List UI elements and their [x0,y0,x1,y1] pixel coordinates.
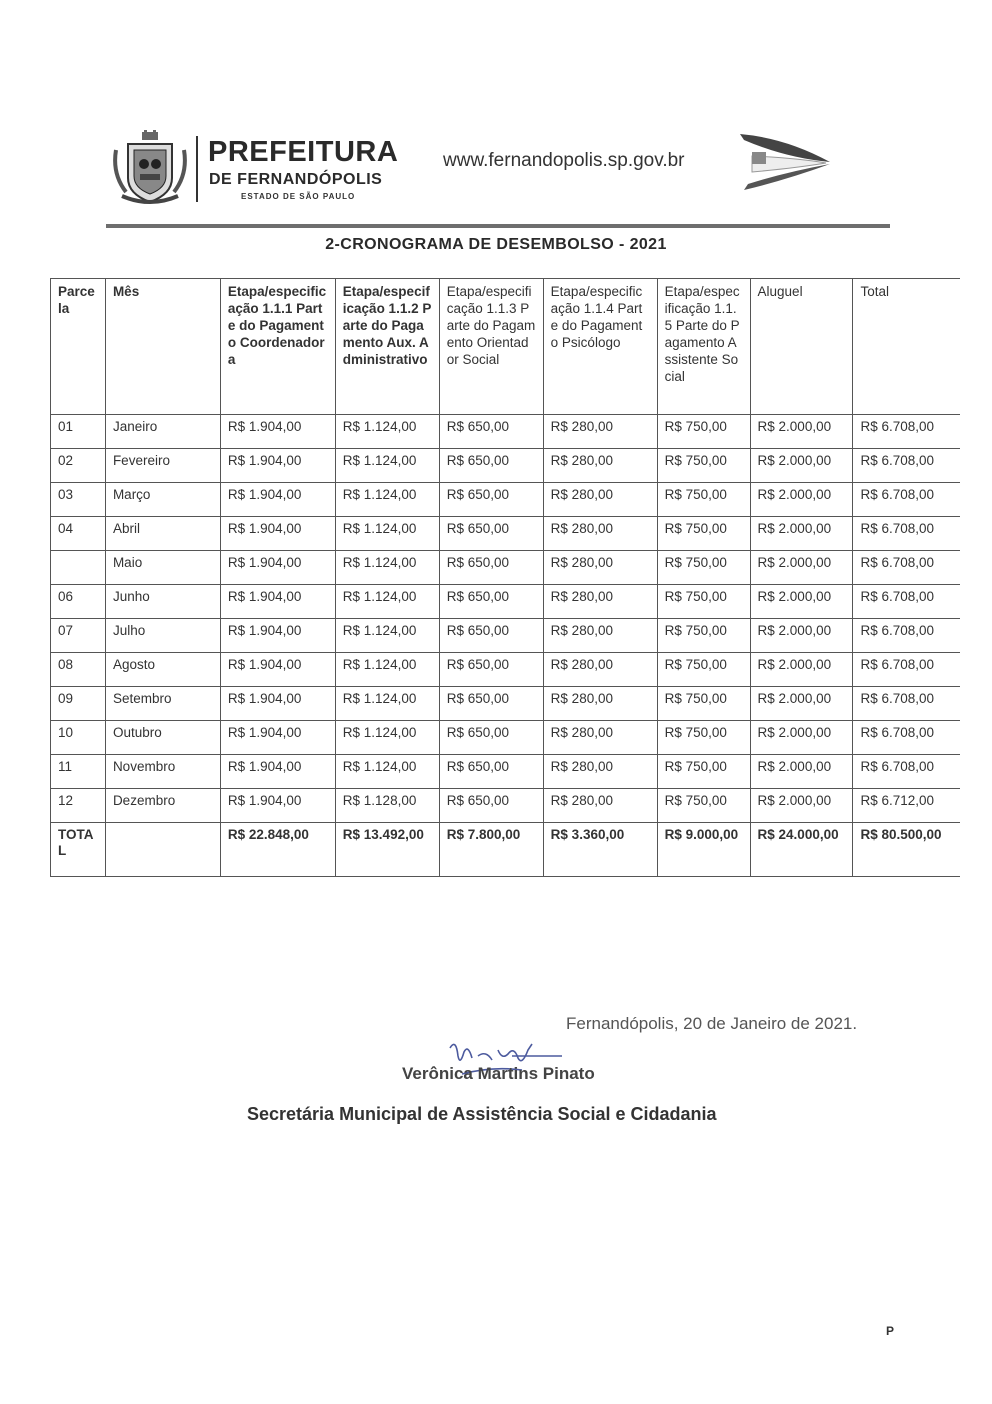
cell-total: R$ 6.708,00 [853,449,960,483]
cell-month: Janeiro [105,415,220,449]
cell-aluguel: R$ 2.000,00 [750,653,853,687]
cell-psicologo: R$ 280,00 [543,653,657,687]
total-aux-administrativo: R$ 13.492,00 [335,823,439,877]
cell-month: Setembro [105,687,220,721]
cell-coordenadora: R$ 1.904,00 [220,619,335,653]
cell-month: Outubro [105,721,220,755]
cell-assistente-social: R$ 750,00 [657,483,750,517]
cell-month: Julho [105,619,220,653]
cell-psicologo: R$ 280,00 [543,585,657,619]
cell-coordenadora: R$ 1.904,00 [220,449,335,483]
header-aluguel: Aluguel [750,279,853,415]
cell-aux-administrativo: R$ 1.124,00 [335,619,439,653]
cell-coordenadora: R$ 1.904,00 [220,585,335,619]
table-row [51,721,961,755]
cell-assistente-social: R$ 750,00 [657,619,750,653]
cell-assistente-social: R$ 750,00 [657,517,750,551]
department-name: Secretária Municipal de Assistência Social e Cidadania [247,1104,717,1124]
cell-aux-administrativo: R$ 1.124,00 [335,449,439,483]
cell-coordenadora: R$ 1.904,00 [220,653,335,687]
cell-assistente-social: R$ 750,00 [657,551,750,585]
cell-parcela: 10 [51,721,106,755]
cell-orientador-social: R$ 650,00 [439,619,543,653]
cell-orientador-social: R$ 650,00 [439,687,543,721]
cell-aluguel: R$ 2.000,00 [750,585,853,619]
cell-orientador-social: R$ 650,00 [439,755,543,789]
table-row [51,415,961,449]
cell-aluguel: R$ 2.000,00 [750,415,853,449]
table-row [51,483,961,517]
cell-aluguel: R$ 2.000,00 [750,517,853,551]
cell-aux-administrativo: R$ 1.124,00 [335,483,439,517]
cell-parcela: 02 [51,449,106,483]
cell-total: R$ 6.708,00 [853,551,960,585]
cell-aux-administrativo: R$ 1.124,00 [335,415,439,449]
divider [196,136,198,202]
cell-coordenadora: R$ 1.904,00 [220,551,335,585]
cell-parcela: 12 [51,789,106,823]
header-psicologo: Etapa/especificação 1.1.4 Parte do Pagamento Psicólogo [543,279,657,415]
total-label: TOTAL [51,823,106,877]
cell-orientador-social: R$ 650,00 [439,721,543,755]
cell-orientador-social: R$ 650,00 [439,449,543,483]
table-row [51,449,961,483]
cell-month: Agosto [105,653,220,687]
table-row [51,755,961,789]
total-psicologo: R$ 3.360,00 [543,823,657,877]
cell-coordenadora: R$ 1.904,00 [220,789,335,823]
cell-parcela: 01 [51,415,106,449]
org-name: PREFEITURA [208,136,399,168]
cell-psicologo: R$ 280,00 [543,551,657,585]
cell-orientador-social: R$ 650,00 [439,585,543,619]
cell-aluguel: R$ 2.000,00 [750,483,853,517]
cell-total: R$ 6.708,00 [853,755,960,789]
cell-assistente-social: R$ 750,00 [657,721,750,755]
cell-assistente-social: R$ 750,00 [657,789,750,823]
cell-orientador-social: R$ 650,00 [439,653,543,687]
cell-orientador-social: R$ 650,00 [439,415,543,449]
website-link[interactable]: www.fernandopolis.sp.gov.br [443,150,685,171]
cell-aluguel: R$ 2.000,00 [750,687,853,721]
cell-month: Novembro [105,755,220,789]
place-and-date: Fernandópolis, 20 de Janeiro de 2021. [566,1014,858,1033]
total-coordenadora: R$ 22.848,00 [220,823,335,877]
cell-psicologo: R$ 280,00 [543,721,657,755]
cell-aluguel: R$ 2.000,00 [750,449,853,483]
cell-total: R$ 6.708,00 [853,687,960,721]
header-assistente-social: Etapa/especificação 1.1.5 Parte do Pagamento Assistente Social [657,279,750,415]
table-row [51,687,961,721]
table-row [51,789,961,823]
table-row [51,619,961,653]
cell-psicologo: R$ 280,00 [543,415,657,449]
header-total: Total [853,279,960,415]
cell-psicologo: R$ 280,00 [543,449,657,483]
cell-total: R$ 6.708,00 [853,585,960,619]
cell-total: R$ 6.708,00 [853,653,960,687]
cell-parcela [51,551,106,585]
cell-month: Março [105,483,220,517]
total-month [105,823,220,877]
cell-coordenadora: R$ 1.904,00 [220,721,335,755]
cell-aluguel: R$ 2.000,00 [750,619,853,653]
document-title: 2-CRONOGRAMA DE DESEMBOLSO - 2021 [325,236,667,253]
table-row [51,517,961,551]
cell-total: R$ 6.708,00 [853,483,960,517]
cell-parcela: 07 [51,619,106,653]
cell-total: R$ 6.708,00 [853,619,960,653]
cell-month: Maio [105,551,220,585]
cell-psicologo: R$ 280,00 [543,619,657,653]
cell-assistente-social: R$ 750,00 [657,687,750,721]
cell-total: R$ 6.708,00 [853,415,960,449]
header-coordenadora: Etapa/especificação 1.1.1 Parte do Pagamento Coordenadora [220,279,335,415]
total-grand-total: R$ 80.500,00 [853,823,960,877]
cell-coordenadora: R$ 1.904,00 [220,755,335,789]
cell-orientador-social: R$ 650,00 [439,551,543,585]
cell-assistente-social: R$ 750,00 [657,653,750,687]
cell-orientador-social: R$ 650,00 [439,789,543,823]
cell-psicologo: R$ 280,00 [543,789,657,823]
disbursement-table [50,278,960,877]
total-assistente-social: R$ 9.000,00 [657,823,750,877]
city-emblem-icon [736,128,832,198]
cell-month: Junho [105,585,220,619]
cell-total: R$ 6.708,00 [853,721,960,755]
cell-aux-administrativo: R$ 1.124,00 [335,517,439,551]
total-orientador-social: R$ 7.800,00 [439,823,543,877]
cell-orientador-social: R$ 650,00 [439,483,543,517]
total-aluguel: R$ 24.000,00 [750,823,853,877]
cell-aux-administrativo: R$ 1.128,00 [335,789,439,823]
header-rule [106,224,890,228]
cell-coordenadora: R$ 1.904,00 [220,687,335,721]
cell-aux-administrativo: R$ 1.124,00 [335,721,439,755]
cell-aux-administrativo: R$ 1.124,00 [335,687,439,721]
header-parcela: Parcela [51,279,106,415]
header-aux-administrativo: Etapa/especificação 1.1.2 Parte do Pagamento Aux. Administrativo [335,279,439,415]
cell-aux-administrativo: R$ 1.124,00 [335,585,439,619]
table-header-row [51,279,961,415]
cell-aluguel: R$ 2.000,00 [750,755,853,789]
municipal-coat-of-arms-icon [110,130,190,206]
cell-parcela: 08 [51,653,106,687]
cell-total: R$ 6.708,00 [853,517,960,551]
cell-parcela: 06 [51,585,106,619]
cell-orientador-social: R$ 650,00 [439,517,543,551]
header-mes: Mês [105,279,220,415]
cell-aux-administrativo: R$ 1.124,00 [335,653,439,687]
cell-aux-administrativo: R$ 1.124,00 [335,755,439,789]
header-orientador-social: Etapa/especificação 1.1.3 Parte do Pagamento Orientador Social [439,279,543,415]
org-state: ESTADO DE SÃO PAULO [241,192,356,201]
table-row [51,551,961,585]
cell-psicologo: R$ 280,00 [543,687,657,721]
cell-parcela: 03 [51,483,106,517]
org-subname: DE FERNANDÓPOLIS [209,171,383,188]
cell-psicologo: R$ 280,00 [543,483,657,517]
cell-total: R$ 6.712,00 [853,789,960,823]
cell-aluguel: R$ 2.000,00 [750,721,853,755]
cell-coordenadora: R$ 1.904,00 [220,415,335,449]
cell-coordenadora: R$ 1.904,00 [220,483,335,517]
cell-aluguel: R$ 2.000,00 [750,789,853,823]
cell-month: Fevereiro [105,449,220,483]
cell-assistente-social: R$ 750,00 [657,755,750,789]
cell-coordenadora: R$ 1.904,00 [220,517,335,551]
table-total-row [51,823,961,877]
cell-assistente-social: R$ 750,00 [657,449,750,483]
signer-name: Verônica Martins Pinato [402,1064,595,1083]
table-row [51,653,961,687]
page-mark: P [886,1324,895,1338]
table-row [51,585,961,619]
cell-month: Dezembro [105,789,220,823]
cell-assistente-social: R$ 750,00 [657,415,750,449]
letterhead [110,128,890,208]
cell-aux-administrativo: R$ 1.124,00 [335,551,439,585]
cell-aluguel: R$ 2.000,00 [750,551,853,585]
cell-parcela: 09 [51,687,106,721]
cell-psicologo: R$ 280,00 [543,517,657,551]
cell-assistente-social: R$ 750,00 [657,585,750,619]
cell-psicologo: R$ 280,00 [543,755,657,789]
cell-parcela: 04 [51,517,106,551]
cell-parcela: 11 [51,755,106,789]
cell-month: Abril [105,517,220,551]
